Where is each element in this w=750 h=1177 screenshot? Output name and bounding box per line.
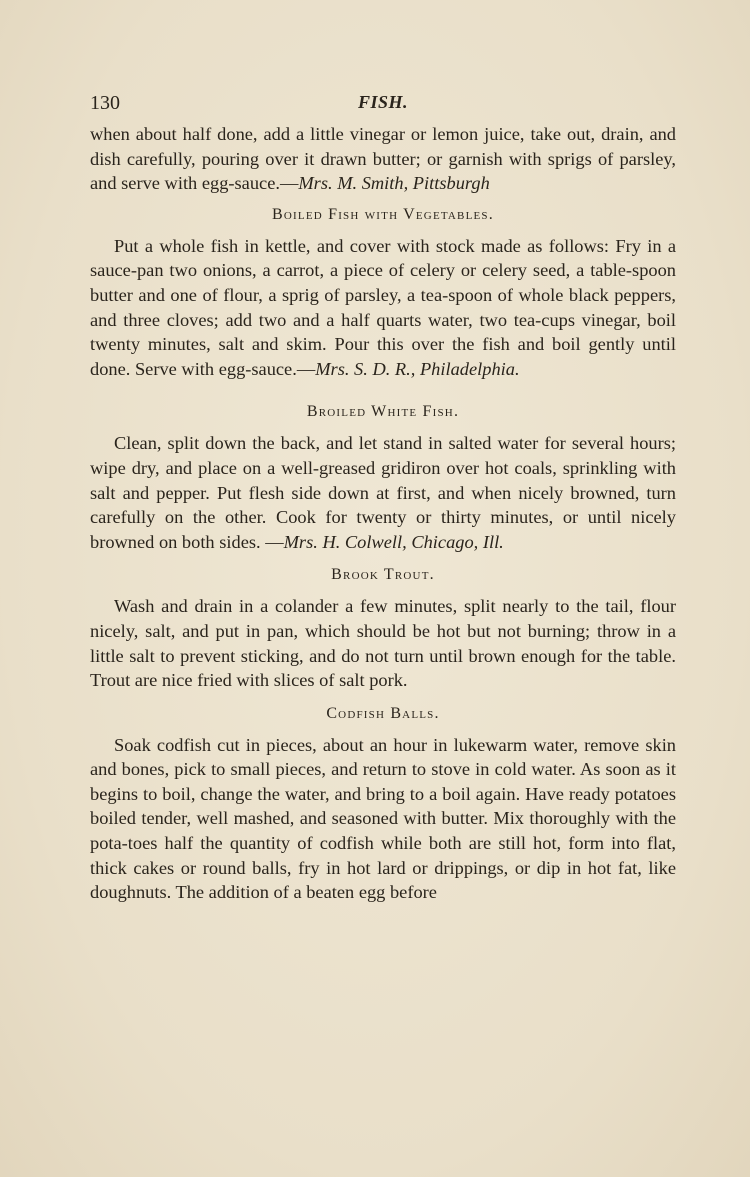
attribution: Mrs. H. Colwell, Chicago, Ill. [283,531,504,552]
page-number: 130 [90,92,120,114]
paragraph-text: Clean, split down the back, and let stand in salted water for several hours; wipe dry, and place on a well-greased gridiron over hot coals, sprinkling with salt and pepper. Put flesh side down at first, and when nicely browned, turn carefully on the other. Cook for twenty or thirty minutes, or until nicely browned on both sides. — [90,433,676,552]
recipe-title: Boiled Fish with Vegetables. [272,205,494,223]
book-page [90,88,676,905]
paragraph-text: Put a whole fish in kettle, and cover with stock made as follows: Fry in a sauce-pan two onions, a carrot, a piece of celery or celery seed, a table-spoon butter and one of flour, a sprig of parsley, a tea-spoon of whole black peppers, and three cloves; add two and a half quarts water, two tea-cups vinegar, boil twenty minutes, salt and skim. Pour this over the fish and boil gently until done. Serve with egg-sauce.— [90,235,676,379]
paragraph-text: when about half done, add a little vinegar or lemon juice, take out, drain, and dish carefully, pouring over it drawn butter; or garnish with sprigs of parsley, and serve with egg-sauce.— [90,124,676,194]
recipe-paragraph [90,431,676,554]
recipe-paragraph: Wash and drain in a colander a few minutes, split nearly to the tail, flour nicely, salt, and put in pan, which should be hot but not burning; throw in a little salt to prevent sticking, and do not turn until brown enough for the table. Trout are nice fried with slices of salt pork. [90,596,676,691]
recipe-paragraph [90,234,676,382]
running-title: FISH. [357,92,409,112]
recipe-title: Brook Trout. [331,566,435,584]
recipe-title: Codfish Balls. [326,704,440,722]
running-head [90,88,676,122]
attribution: Mrs. M. Smith, Pittsburgh [298,173,490,194]
recipe-title: Broiled White Fish. [306,403,460,421]
continuation-paragraph [90,122,676,196]
attribution: Mrs. S. D. R., Philadelphia. [315,358,520,379]
recipe-paragraph: Soak codfish cut in pieces, about an hour in lukewarm water, remove skin and bones, pick to small pieces, and return to stove in cold water. As soon as it begins to boil, change the water, and bring to a boil again. Have ready potatoes boiled tender, well mashed, and seasoned with butter. Mix thoroughly with the pota-toes half the quantity of codfish while both are still hot, form into flat, thick cakes or round balls, fry in hot lard or drippings, or dip in hot fat, like doughnuts. The addition of a beaten egg before [90,734,676,903]
